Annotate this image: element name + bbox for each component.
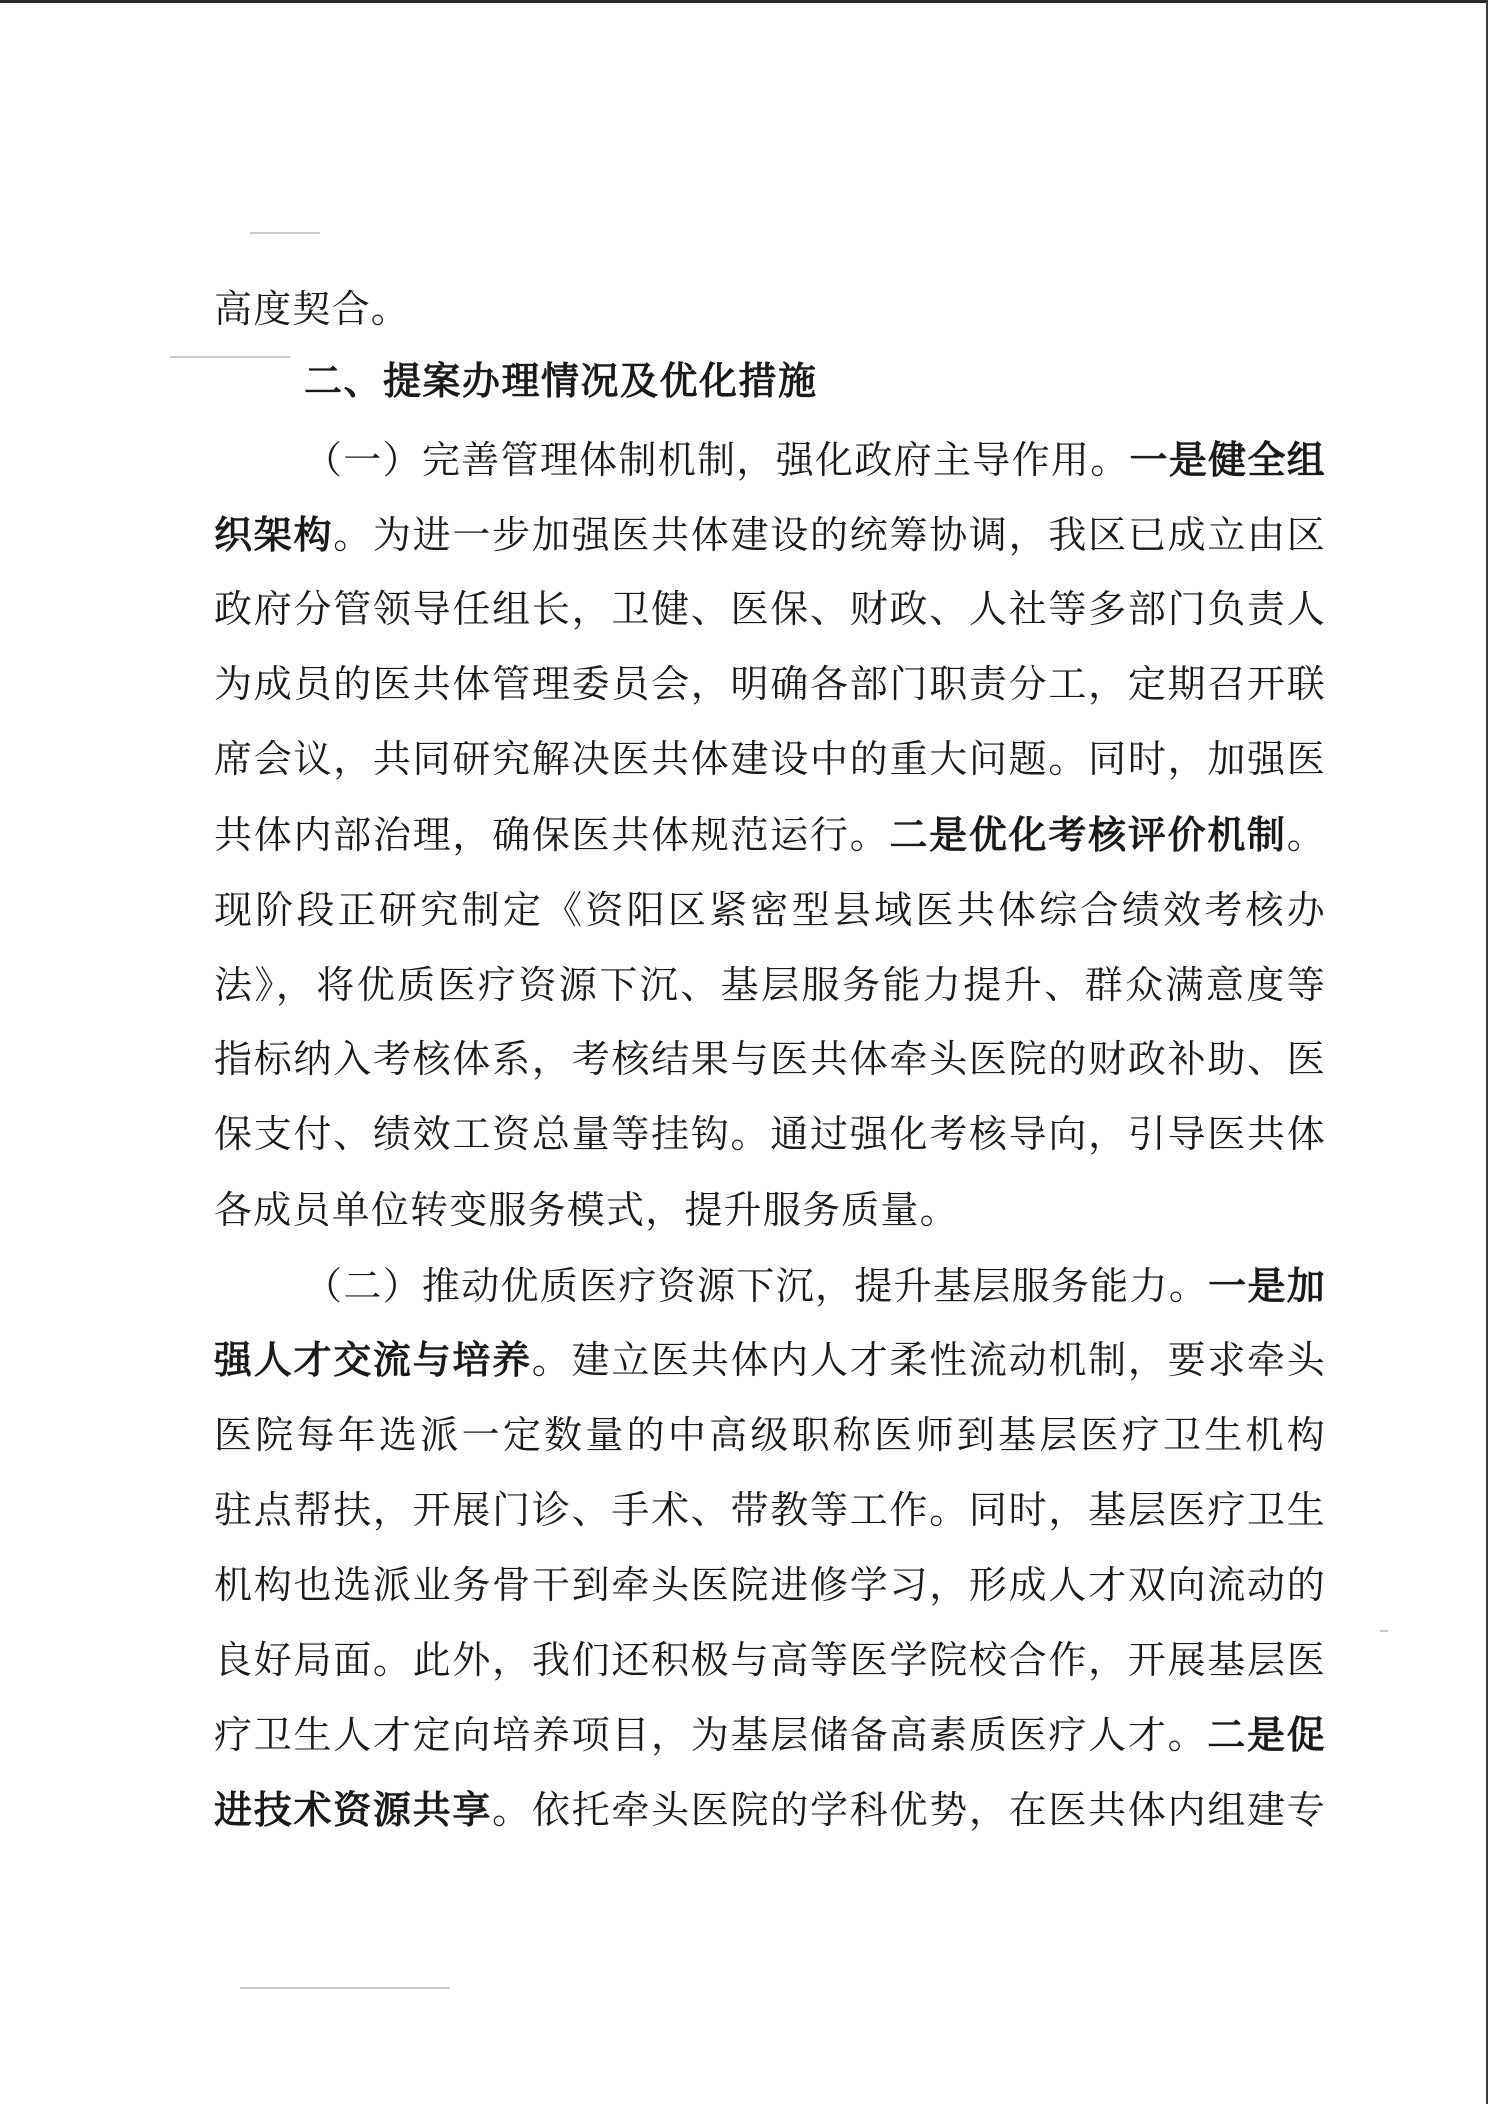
paragraph1-l2-bold: 织架构 [214, 513, 334, 557]
paragraph2-l7-text: 疗卫生人才定向培养项目，为基层储备高素质医疗人才。 [214, 1713, 1208, 1757]
scan-speck [240, 1987, 450, 1989]
paragraph2-line5: 机构也选派业务骨干到牵头医院进修学习，形成人才双向流动的 [214, 1563, 1326, 1607]
intro-line [214, 286, 1326, 332]
paragraph2-line4: 驻点帮扶，开展门诊、手术、带教等工作。同时，基层医疗卫生 [214, 1488, 1326, 1532]
paragraph2-line1 [304, 1263, 1326, 1309]
paragraph1-line8: 法》，将优质医疗资源下沉、基层服务能力提升、群众满意度等 [214, 963, 1326, 1007]
paragraph1-l6-text: 共体内部治理，确保医共体规范运行。 [214, 813, 890, 857]
paragraph2-line2 [214, 1337, 1326, 1383]
paragraph1-line1 [304, 437, 1326, 483]
paragraph1-line3: 政府分管领导任组长，卫健、医保、财政、人社等多部门负责人 [214, 587, 1326, 631]
paragraph1-line5: 席会议，共同研究解决医共体建设中的重大问题。同时，加强医 [214, 737, 1326, 781]
scan-speck [170, 356, 290, 358]
scan-speck [250, 232, 320, 234]
paragraph2-bold1: 一是加 [1208, 1264, 1326, 1308]
paragraph1-line11: 各成员单位转变服务模式，提升服务质量。 [214, 1188, 959, 1232]
intro-text: 高度契合。 [214, 287, 411, 331]
paragraph1-lead: （一）完善管理体制机制，强化政府主导作用。 [304, 438, 1130, 482]
paragraph1-l2-text: 。为进一步加强医共体建设的统筹协调，我区已成立由区 [333, 513, 1326, 557]
paragraph2-l2-bold: 强人才交流与培养 [214, 1338, 532, 1382]
paragraph1-l6-bold: 二是优化考核评价机制 [889, 813, 1287, 857]
paragraph2-line8 [214, 1787, 1326, 1833]
paragraph1-line10: 保支付、绩效工资总量等挂钩。通过强化考核导向，引导医共体 [214, 1112, 1326, 1156]
paragraph2-l2-text: 。建立医共体内人才柔性流动机制，要求牵头 [531, 1338, 1326, 1382]
paragraph2-line7 [214, 1712, 1326, 1758]
paragraph2-l8-text: 。依托牵头医院的学科优势，在医共体内组建专 [492, 1788, 1327, 1832]
paragraph1-line9: 指标纳入考核体系，考核结果与医共体牵头医院的财政补助、医 [214, 1037, 1326, 1081]
scan-speck [1380, 1630, 1388, 1632]
paragraph1-line4: 为成员的医共体管理委员会，明确各部门职责分工，定期召开联 [214, 662, 1326, 706]
paragraph2-lead: （二）推动优质医疗资源下沉，提升基层服务能力。 [304, 1264, 1209, 1308]
paragraph2-l7-bold: 二是促 [1207, 1713, 1326, 1757]
paragraph1-line6 [214, 812, 1326, 858]
paragraph1-line7: 现阶段正研究制定《资阳区紧密型县域医共体综合绩效考核办 [214, 888, 1326, 932]
paragraph2-line3: 医院每年选派一定数量的中高级职称医师到基层医疗卫生机构 [214, 1413, 1326, 1457]
paragraph1-l6-end: 。 [1286, 813, 1326, 857]
paragraph2-l8-bold: 进技术资源共享 [214, 1788, 493, 1832]
section-heading: 二、提案办理情况及优化措施 [304, 359, 818, 403]
paragraph2-line6: 良好局面。此外，我们还积极与高等医学院校合作，开展基层医 [214, 1638, 1326, 1682]
paragraph1-line2 [214, 512, 1326, 558]
scan-top-edge [0, 0, 1488, 3]
paragraph1-bold1: 一是健全组 [1129, 438, 1326, 482]
